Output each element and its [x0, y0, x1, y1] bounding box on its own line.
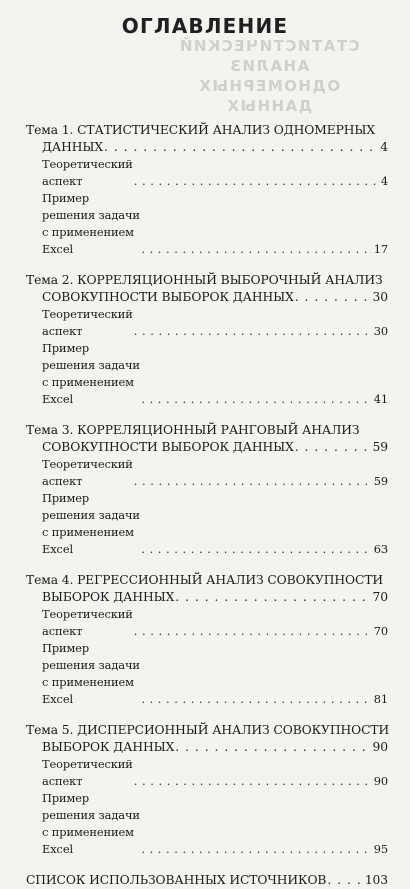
page-number: 90	[373, 774, 388, 788]
dot-leader	[134, 623, 373, 640]
toc-subitem: Пример решения задачи с применением Excel . . . 81	[26, 640, 388, 708]
page-number: 30	[373, 324, 388, 338]
dot-leader	[141, 691, 372, 708]
toc-subitem: Теоретический аспект . . . 90	[26, 756, 388, 790]
page-number: 4	[380, 140, 388, 154]
toc-subitem: Теоретический аспект . . . 30	[26, 306, 388, 340]
toc-references: СПИСОК ИСПОЛЬЗОВАННЫХ ИСТОЧНИКОВ . . . 103	[26, 872, 388, 889]
page-number: 41	[373, 392, 388, 406]
dot-leader	[134, 473, 373, 490]
section-heading-line1: Тема 5. ДИСПЕРСИОННЫЙ АНАЛИЗ СОВОКУПНОСТИ	[26, 723, 390, 737]
dot-leader	[104, 139, 379, 156]
toc-subitem: Теоретический аспект . . . 4	[26, 156, 388, 190]
section-heading-line1: Тема 2. КОРРЕЛЯЦИОННЫЙ ВЫБОРОЧНЫЙ АНАЛИЗ	[26, 273, 383, 287]
page-number: 30	[372, 290, 388, 304]
section-heading-line2: ДАННЫХ . . . 4	[26, 139, 388, 156]
toc-subitem: Теоретический аспект . . . 70	[26, 606, 388, 640]
dot-leader	[175, 589, 371, 606]
dot-leader	[141, 241, 372, 258]
page-number: 59	[373, 474, 388, 488]
section-heading-line1: Тема 1. СТАТИСТИЧЕСКИЙ АНАЛИЗ ОДНОМЕРНЫХ	[26, 123, 376, 137]
section-heading-line2: ВЫБОРОК ДАННЫХ . . . 70	[26, 589, 388, 606]
page-number: 17	[373, 242, 388, 256]
toc-subitem: Пример решения задачи с применением Excel . . . 95	[26, 790, 388, 858]
bleed-through-text: СТАТИСТИЧЕСКИЙ АНАЛИЗ ОДНОМЕРНЫХ ДАННЫХ	[178, 37, 360, 115]
table-of-contents	[26, 122, 388, 889]
page-number: 63	[373, 542, 388, 556]
toc-section-5	[26, 722, 388, 858]
dot-leader	[134, 323, 373, 340]
toc-subitem: Пример решения задачи с применением Excel . . . 63	[26, 490, 388, 558]
toc-section-1	[26, 122, 388, 258]
toc-subitem: Теоретический аспект . . . 59	[26, 456, 388, 490]
page-number: 95	[373, 842, 388, 856]
page-number: 103	[364, 873, 388, 887]
page-number: 81	[373, 692, 388, 706]
toc-section-3	[26, 422, 388, 558]
section-heading-line2: СОВОКУПНОСТИ ВЫБОРОК ДАННЫХ . . . 59	[26, 439, 388, 456]
page-number: 70	[373, 624, 388, 638]
page-number: 59	[372, 440, 388, 454]
section-heading-line1: Тема 4. РЕГРЕССИОННЫЙ АНАЛИЗ СОВОКУПНОСТИ	[26, 573, 384, 587]
toc-section-2	[26, 272, 388, 408]
page-number: 90	[372, 740, 388, 754]
section-heading-line1: Тема 3. КОРРЕЛЯЦИОННЫЙ РАНГОВЫЙ АНАЛИЗ	[26, 423, 360, 437]
page-number: 4	[380, 174, 388, 188]
toc-section-4	[26, 572, 388, 708]
section-heading-line2: ВЫБОРОК ДАННЫХ . . . 90	[26, 739, 388, 756]
dot-leader	[295, 439, 372, 456]
page-title: ОГЛАВЛЕНИЕ	[121, 14, 289, 38]
dot-leader	[327, 872, 363, 889]
toc-subitem: Пример решения задачи с применением Excel . . . 41	[26, 340, 388, 408]
dot-leader	[295, 289, 372, 306]
page-number: 70	[372, 590, 388, 604]
dot-leader	[175, 739, 371, 756]
dot-leader	[141, 391, 372, 408]
dot-leader	[141, 541, 372, 558]
dot-leader	[134, 173, 380, 190]
toc-subitem: Пример решения задачи с применением Excel . . . 17	[26, 190, 388, 258]
section-heading-line2: СОВОКУПНОСТИ ВЫБОРОК ДАННЫХ . . . 30	[26, 289, 388, 306]
dot-leader	[134, 773, 373, 790]
dot-leader	[141, 841, 372, 858]
